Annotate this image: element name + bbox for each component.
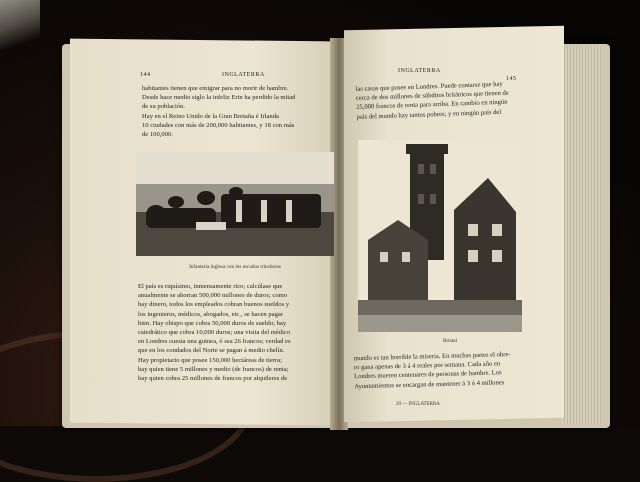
text-line: que en los condados del Norte se pagan á medio chelín.	[138, 347, 285, 355]
text-line: país del mundo hay tantos pobres; y en ningún país del	[356, 108, 502, 121]
text-line: anualmente se ahorran 500,000 millones de duros; como	[138, 292, 288, 300]
text-line: habitantes tienen que emigrar para no morir de hambre.	[142, 85, 289, 92]
text-line: mundo es tan horrible la miseria. En muchas partes el obre-	[353, 351, 511, 363]
text-line: 10 ciudades con más de 200,000 habitantes, y 18 con más	[142, 121, 295, 129]
right-page-footer: 20 — INGLATERRA	[396, 402, 440, 407]
text-line: 25,000 francos de renta para arriba. En cambio en ningún	[356, 99, 508, 112]
left-paragraph-bottom	[138, 282, 322, 383]
right-illustration-caption: Bristol	[442, 338, 458, 344]
left-illustration-caption: Infantería inglesa con los escudos trincheras	[189, 264, 281, 270]
infantry-illustration	[136, 152, 334, 256]
text-line: los ingenieros, médicos, abogados, etc., se hacen pagar	[138, 310, 284, 318]
text-line: El país es riquísimo, inmensamente rico; calcúlase que	[138, 283, 283, 290]
right-paragraph-bottom	[354, 350, 525, 391]
right-running-head: INGLATERRA	[398, 68, 441, 74]
text-line: cerca de dos millones de súbditos británicos que tienen de	[355, 89, 509, 103]
text-line: las casas que posee en Londres. Puede contarse que hay	[355, 80, 503, 93]
background-glint	[0, 0, 40, 60]
infantry-engraving	[136, 152, 334, 256]
text-line: Ayuntamientos se encargan de mantener á 3 ó 4 millones	[354, 378, 505, 390]
text-line: hay quien tiene 5 millones y medio (de francos) de renta;	[138, 365, 289, 373]
text-line: hay quien cobra 25 millones de francos por alquileres de	[138, 375, 288, 383]
bristol-engraving	[358, 140, 522, 332]
right-page-number: 145	[506, 76, 517, 82]
left-running-head: INGLATERRA	[222, 72, 265, 78]
bristol-illustration	[358, 140, 522, 332]
text-line: ro gana apenas de 3 á 4 reales por semana. Cada año en	[353, 360, 501, 372]
text-line: Hay en el Reino Unido de la Gran Bretaña é Irlanda	[142, 112, 279, 120]
left-paragraph-top	[142, 84, 320, 139]
text-line: Desde hace medio siglo la infeliz Erin ha perdido la mitad	[142, 94, 296, 102]
text-line: hay dinero, todos los empleados cobran buenos sueldos y	[138, 301, 290, 309]
text-line: Hay propietario que posee 150,000 hectáreas de tierra;	[138, 356, 282, 364]
text-line: en Londres cuesta una guinea, ó sea 26 francos; verdad es	[138, 338, 291, 346]
text-line: de 100,000.	[142, 131, 173, 139]
left-page-number: 144	[140, 72, 151, 78]
text-line: de su población.	[142, 103, 186, 111]
right-paragraph-top	[355, 79, 524, 122]
text-line: bien. Hay obispo que cobra 50,000 duros de sueldo; hay	[138, 319, 287, 327]
text-line: catedrático que cobra 10,000 duros; una visita del médico	[138, 329, 291, 337]
page-edges	[562, 46, 602, 424]
text-line: Londres mueren centenares de personas de hambre. Los	[354, 369, 502, 381]
